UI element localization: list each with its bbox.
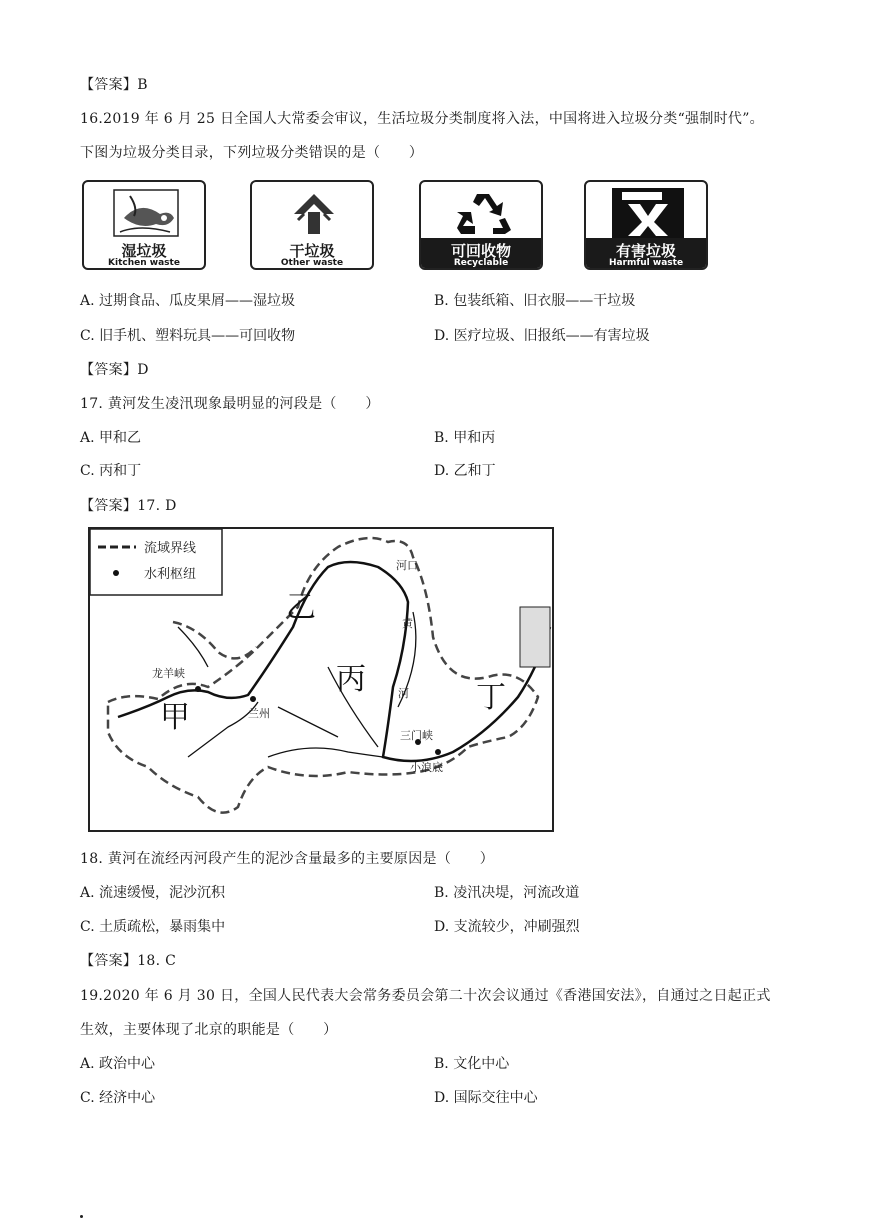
kitchen-waste-icon	[90, 188, 202, 238]
region-bing: 丙	[336, 662, 366, 697]
bin-other-waste	[250, 180, 374, 270]
q16-option-c: C. 旧手机、塑料玩具——可回收物	[80, 328, 296, 344]
bin-recyclable	[419, 180, 543, 270]
q16-option-d: D. 医疗垃圾、旧报纸——有害垃圾	[434, 328, 650, 344]
answer-16: 【答案】D	[80, 362, 149, 378]
place-lanzhou: 兰州	[248, 707, 270, 720]
place-sanmenxia: 三门峡	[400, 729, 433, 742]
region-jia: 甲	[160, 700, 190, 735]
q17-option-a: A. 甲和乙	[80, 430, 142, 446]
bin-harmful-waste	[584, 180, 708, 270]
question-17-stem: 17. 黄河发生凌汛现象最明显的河段是（ ）	[80, 396, 380, 412]
legend-boundary-label: 流域界线	[144, 541, 197, 556]
q16-option-a: A. 过期食品、瓜皮果屑——湿垃圾	[80, 293, 296, 309]
place-he: 河	[398, 687, 409, 700]
bin-kitchen-waste	[82, 180, 206, 270]
place-xiaolangdi: 小浪底	[410, 761, 443, 774]
answer-17: 【答案】17. D	[80, 498, 177, 514]
recycle-icon	[427, 188, 539, 238]
q18-option-b: B. 凌汛决堤，河流改道	[434, 885, 580, 901]
answer-18: 【答案】18. C	[80, 953, 177, 969]
place-hekou: 河口	[396, 559, 418, 572]
bin-other-label-en: Other waste	[280, 258, 344, 268]
q19-option-c: C. 经济中心	[80, 1090, 156, 1106]
q18-option-a: A. 流速缓慢，泥沙沉积	[80, 885, 226, 901]
bin-recyclable-label-cn: 可回收物	[450, 242, 511, 260]
q19-option-b: B. 文化中心	[434, 1056, 510, 1072]
region-yi: 乙	[286, 590, 316, 625]
q16-option-b: B. 包装纸箱、旧衣服——干垃圾	[434, 293, 636, 309]
question-18-stem: 18. 黄河在流经丙河段产生的泥沙含量最多的主要原因是（ ）	[80, 851, 495, 867]
question-16-stem-line1: 16.2019 年 6 月 25 日全国人大常委会审议，生活垃圾分类制度将入法，中国将进入垃圾分类“强制时代”。	[80, 111, 764, 127]
region-ding: 丁	[476, 680, 506, 715]
q19-option-d: D. 国际交往中心	[434, 1090, 538, 1106]
q17-option-c: C. 丙和丁	[80, 463, 142, 479]
legend-dam-label: 水利枢纽	[144, 567, 197, 582]
answer-15: 【答案】B	[80, 77, 148, 93]
bin-recyclable-label-en: Recyclable	[453, 258, 509, 268]
bin-kitchen-label-en: Kitchen waste	[108, 258, 180, 268]
q17-option-d: D. 乙和丁	[434, 463, 496, 479]
q18-option-d: D. 支流较少，冲刷强烈	[434, 919, 580, 935]
page-dot	[80, 1215, 83, 1218]
question-19-stem-line2: 生效，主要体现了北京的职能是（ ）	[80, 1022, 338, 1038]
q18-option-c: C. 土质疏松，暴雨集中	[80, 919, 226, 935]
yellow-river-map	[88, 527, 554, 832]
bin-other-label-cn: 干垃圾	[289, 242, 335, 260]
question-16-stem-line2: 下图为垃圾分类目录，下列垃圾分类错误的是（ ）	[80, 145, 424, 161]
bin-kitchen-label-cn: 湿垃圾	[121, 242, 167, 260]
place-huang: 黄	[402, 617, 413, 630]
place-longyangxia: 龙羊峡	[152, 667, 185, 680]
other-waste-icon	[258, 188, 370, 238]
harmful-waste-icon	[592, 188, 704, 238]
question-19-stem-line1: 19.2020 年 6 月 30 日，全国人民代表大会常务委员会第二十次会议通过《香港国安法》，自通过之日起正式	[80, 988, 771, 1004]
q17-option-b: B. 甲和丙	[434, 430, 496, 446]
q19-option-a: A. 政治中心	[80, 1056, 156, 1072]
bin-harmful-label-cn: 有害垃圾	[615, 242, 676, 260]
bin-harmful-label-en: Harmful waste	[608, 258, 684, 268]
